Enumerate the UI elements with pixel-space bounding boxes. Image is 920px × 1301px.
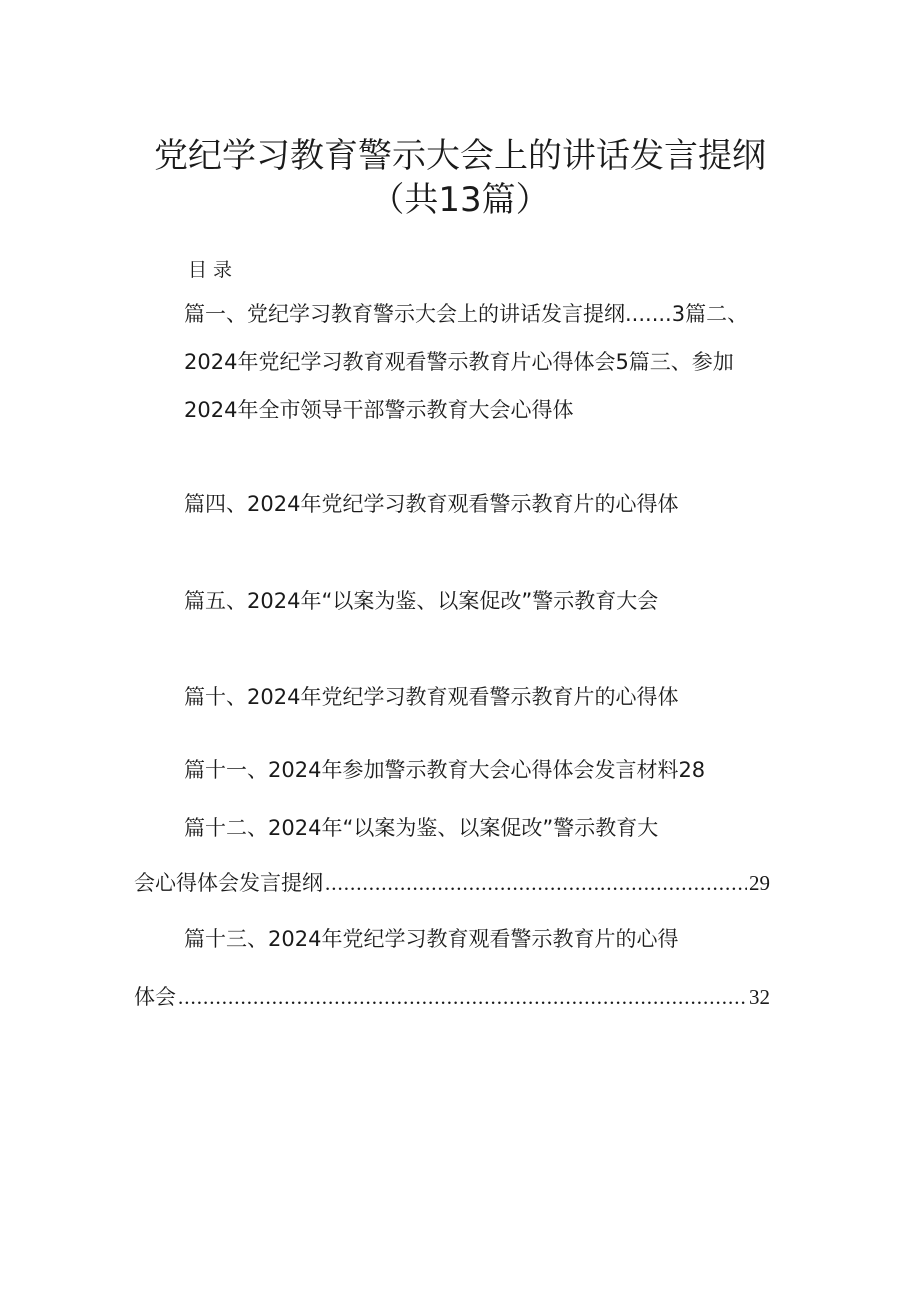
toc-entry[interactable]: 篇十一、2024年参加警示教育大会心得体会发言材料28 (184, 758, 706, 782)
toc-entry-text: 会心得体会发言提纲 (134, 871, 323, 895)
toc-leader-dots (325, 869, 747, 897)
toc-entry[interactable]: 篇四、2024年党纪学习教育观看警示教育片的心得体 (184, 492, 679, 516)
toc-entry[interactable]: 篇一、党纪学习教育警示大会上的讲话发言提纲.......3篇二、 (184, 302, 749, 326)
toc-entry-continued[interactable] (134, 869, 770, 897)
toc-entry[interactable]: 2024年党纪学习教育观看警示教育片心得体会5篇三、参加 (184, 350, 734, 374)
toc-heading: 目录 (188, 259, 239, 281)
toc-entry[interactable]: 2024年全市领导干部警示教育大会心得体 (184, 398, 574, 422)
toc-page-number: 32 (749, 985, 770, 1009)
toc-leader-dots (178, 983, 747, 1011)
toc-entry[interactable]: 篇五、2024年“以案为鉴、以案促改”警示教育大会 (184, 589, 659, 613)
toc-page-number: 29 (749, 871, 770, 895)
toc-entry[interactable]: 篇十二、2024年“以案为鉴、以案促改”警示教育大 (184, 816, 659, 840)
document-title: 党纪学习教育警示大会上的讲话发言提纲 (154, 136, 766, 176)
toc-entry[interactable]: 篇十三、2024年党纪学习教育观看警示教育片的心得 (184, 927, 679, 951)
document-subtitle: （共13篇） (370, 180, 550, 220)
toc-entry[interactable]: 篇十、2024年党纪学习教育观看警示教育片的心得体 (184, 685, 679, 709)
toc-entry-text: 体会 (134, 985, 176, 1009)
toc-entry-continued[interactable] (134, 983, 770, 1011)
